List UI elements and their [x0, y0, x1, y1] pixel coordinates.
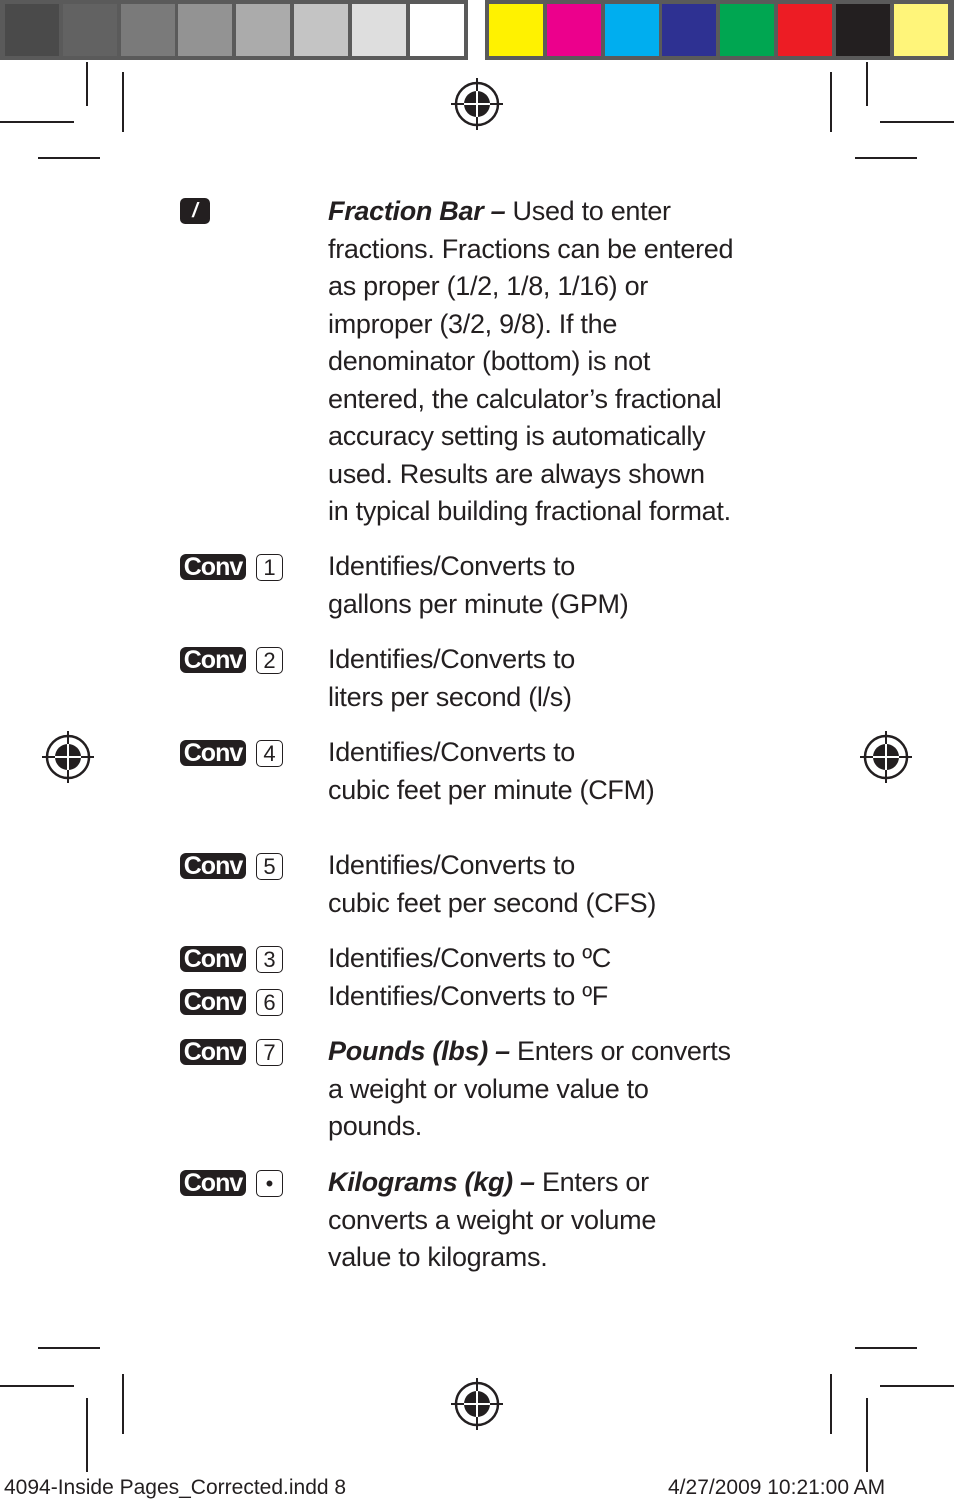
line-text: gallons per minute (GPM)	[328, 588, 629, 619]
number-key-icon: 6	[256, 989, 283, 1016]
description-line	[328, 885, 788, 923]
gray-swatch	[352, 4, 406, 56]
line-text: in typical building fractional format.	[328, 496, 731, 526]
gray-swatch	[63, 4, 117, 56]
key-description	[328, 1033, 788, 1146]
description-line	[328, 1239, 788, 1277]
line-text: Identifies/Converts to ºF	[328, 980, 608, 1011]
description-line	[328, 1108, 788, 1146]
color-swatch	[720, 4, 774, 56]
description-line	[328, 940, 788, 978]
color-swatch	[605, 4, 659, 56]
number-key-icon: 2	[256, 647, 283, 674]
line-text: entered, the calculator’s fractional	[328, 383, 722, 414]
key-description	[328, 847, 788, 922]
number-key-icon: 5	[256, 853, 283, 880]
conv-key-icon: Conv	[180, 647, 246, 673]
description-line	[328, 641, 788, 679]
conv-key-icon: Conv	[180, 853, 246, 879]
color-swatch	[778, 4, 832, 56]
description-line	[328, 381, 788, 419]
description-line	[328, 456, 788, 494]
description-line	[328, 978, 788, 1016]
color-swatch	[894, 4, 948, 56]
conv-key-icon: Conv	[180, 989, 246, 1015]
description-line	[328, 772, 788, 810]
conv-key-icon: Conv	[180, 1170, 246, 1196]
line-text: as proper (1/2, 1/8, 1/16) or	[328, 271, 648, 301]
gray-swatch	[236, 4, 290, 56]
term-label: Kilograms (kg) –	[328, 1167, 535, 1197]
key-description	[328, 1164, 788, 1277]
line-text: Identifies/Converts to	[328, 737, 576, 767]
conv-key-icon: Conv	[180, 946, 246, 972]
gray-swatch	[121, 4, 175, 56]
key-description	[328, 641, 788, 716]
description-line	[328, 1164, 788, 1202]
file-slug: 4094-Inside Pages_Corrected.indd 8	[4, 1476, 347, 1499]
key-combo	[180, 1033, 283, 1076]
key-combo	[180, 734, 283, 777]
registration-mark-icon	[860, 731, 912, 783]
description-line	[328, 586, 788, 624]
line-text: converts a weight or volume	[328, 1204, 657, 1235]
description-line	[328, 679, 788, 717]
description-line	[328, 1202, 788, 1240]
conv-key-icon: Conv	[180, 1039, 246, 1065]
key-description	[328, 548, 788, 623]
key-description	[328, 734, 788, 809]
line-text: Used to enter	[505, 196, 671, 226]
registration-mark-icon	[42, 731, 94, 783]
color-swatch	[836, 4, 890, 56]
line-text: a weight or volume value to	[328, 1073, 649, 1104]
line-text: used. Results are always shown	[328, 458, 705, 489]
description-line	[328, 268, 788, 306]
color-swatch	[662, 4, 716, 56]
key-description	[328, 193, 788, 531]
description-line	[328, 343, 788, 381]
line-text: Enters or	[534, 1167, 649, 1197]
key-combo	[180, 548, 283, 591]
description-line	[328, 1033, 788, 1071]
key-combo	[180, 847, 283, 890]
description-line	[328, 306, 788, 344]
description-line	[328, 193, 788, 231]
gray-swatch	[410, 4, 464, 56]
fraction-bar-key-icon: /	[180, 198, 210, 224]
number-key-icon: •	[256, 1170, 283, 1197]
line-text: liters per second (l/s)	[328, 681, 572, 712]
gray-swatch	[178, 4, 232, 56]
line-text: Identifies/Converts to	[328, 644, 576, 674]
key-combo	[180, 940, 283, 1026]
line-text: accuracy setting is automatically	[328, 421, 706, 451]
term-label: Pounds (lbs) –	[328, 1036, 510, 1066]
line-text: cubic feet per second (CFS)	[328, 887, 657, 918]
line-text: Identifies/Converts to	[328, 850, 576, 880]
description-line	[328, 734, 788, 772]
line-text: cubic feet per minute (CFM)	[328, 774, 655, 805]
key-combo	[180, 1164, 283, 1207]
number-key-icon: 1	[256, 554, 283, 581]
line-text: pounds.	[328, 1111, 422, 1141]
line-text: Enters or converts	[509, 1036, 731, 1066]
line-text: fractions. Fractions can be entered	[328, 233, 734, 264]
term-label: Fraction Bar –	[328, 196, 506, 226]
line-text: Identifies/Converts to	[328, 551, 576, 581]
line-text: improper (3/2, 9/8). If the	[328, 308, 618, 339]
line-text: value to kilograms.	[328, 1242, 548, 1272]
key-description	[328, 940, 788, 1015]
number-key-icon: 4	[256, 740, 283, 767]
key-combo	[180, 641, 283, 684]
conv-key-icon: Conv	[180, 554, 246, 580]
description-line	[328, 493, 788, 531]
line-text: denominator (bottom) is not	[328, 346, 651, 376]
number-key-icon: 3	[256, 946, 283, 973]
gray-swatch	[294, 4, 348, 56]
description-line	[328, 847, 788, 885]
registration-mark-icon	[451, 1378, 503, 1430]
number-key-icon: 7	[256, 1039, 283, 1066]
color-swatch	[547, 4, 601, 56]
line-text: Identifies/Converts to ºC	[328, 943, 611, 973]
description-line	[328, 231, 788, 269]
description-line	[328, 548, 788, 586]
color-swatch	[489, 4, 543, 56]
registration-mark-icon	[451, 78, 503, 130]
description-line	[328, 1071, 788, 1109]
print-timestamp: 4/27/2009 10:21:00 AM	[668, 1476, 886, 1499]
conv-key-icon: Conv	[180, 740, 246, 766]
gray-swatch	[5, 4, 59, 56]
description-line	[328, 418, 788, 456]
